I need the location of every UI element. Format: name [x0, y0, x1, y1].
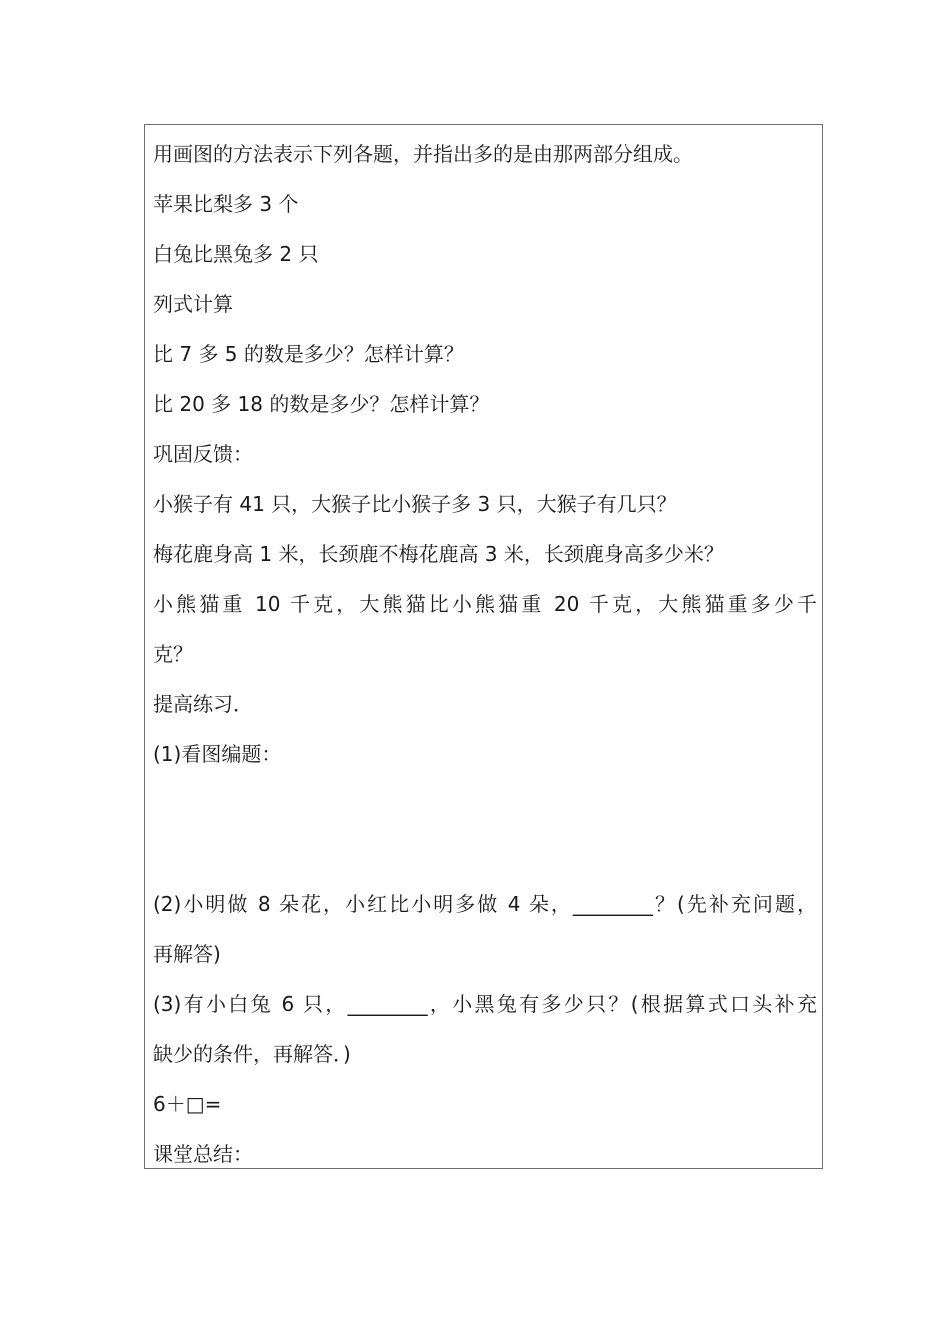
problem-pandas-line-1: 小熊猫重 10 千克，大熊猫比小熊猫重 20 千克，大熊猫重多少千	[153, 592, 817, 616]
problem-pandas-line-2: 克？	[153, 642, 193, 666]
equation-6-plus-box: 6＋□=	[153, 1092, 222, 1116]
exercise-3-line-1: (3)有小白兔 6 只，________，小黑兔有多少只？(根据算式口头补充	[153, 992, 817, 1016]
section-heading-feedback: 巩固反馈：	[153, 442, 253, 466]
question-20-plus-18: 比 20 多 18 的数是多少？怎样计算？	[153, 392, 490, 416]
question-7-plus-5: 比 7 多 5 的数是多少？怎样计算？	[153, 342, 464, 366]
example-apples-pears: 苹果比梨多 3 个	[153, 192, 299, 216]
section-heading-advanced: 提高练习．	[153, 692, 253, 716]
exercise-3-line-2: 缺少的条件，再解答．)	[153, 1042, 351, 1066]
exercise-2-line-1: (2)小明做 8 朵花，小红比小明多做 4 朵，________？(先补充问题，	[153, 892, 817, 916]
example-white-black-rabbits: 白兔比黑兔多 2 只	[153, 242, 319, 266]
section-heading-calculation: 列式计算	[153, 292, 233, 316]
instruction-draw-diagram: 用画图的方法表示下列各题，并指出多的是由那两部分组成。	[153, 142, 693, 166]
exercise-1-picture-problem: (1)看图编题：	[153, 742, 282, 766]
lesson-content	[153, 129, 817, 1179]
section-heading-summary: 课堂总结：	[153, 1142, 253, 1166]
problem-monkeys: 小猴子有 41 只，大猴子比小猴子多 3 只，大猴子有几只？	[153, 492, 677, 516]
exercise-2-line-2: 再解答)	[153, 942, 221, 966]
picture-blank-space	[153, 779, 817, 879]
problem-deer-giraffe: 梅花鹿身高 1 米，长颈鹿不梅花鹿高 3 米，长颈鹿身高多少米？	[153, 542, 724, 566]
